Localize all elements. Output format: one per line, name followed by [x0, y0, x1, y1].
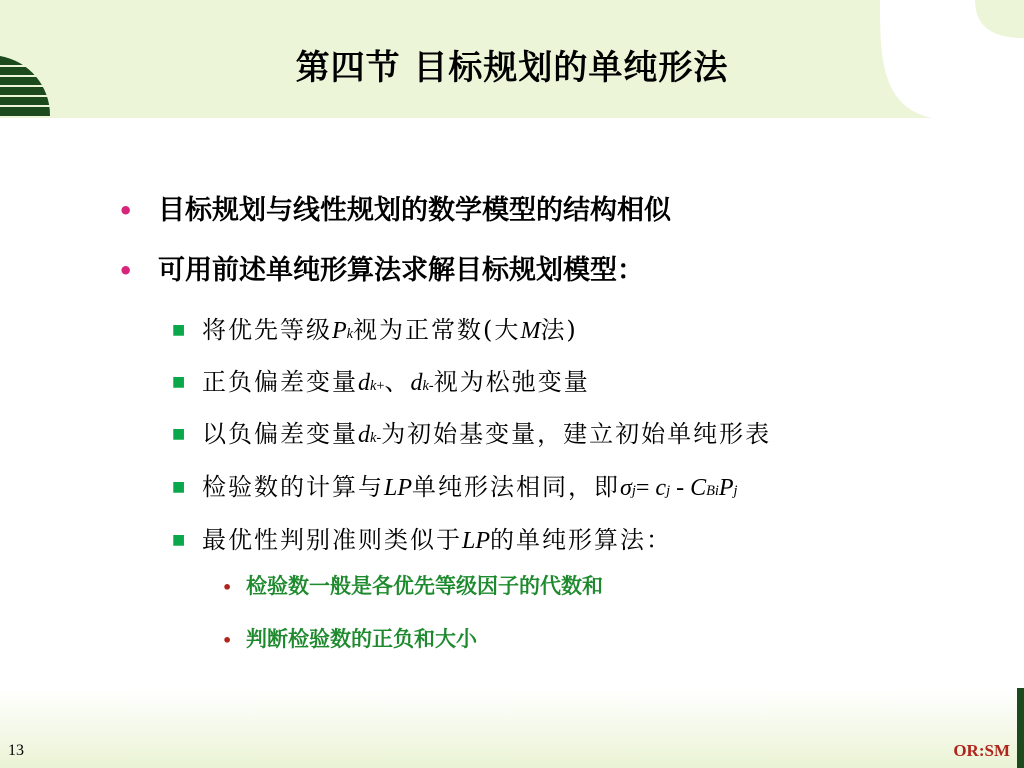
footer-band: [0, 690, 1024, 768]
sub-item: [172, 362, 590, 397]
item-text: 最优性判别准则类似于: [202, 526, 462, 554]
footer-brand: OR:SM: [953, 741, 1010, 760]
math-superscript: -: [376, 430, 382, 446]
math-symbol: P: [718, 475, 734, 501]
item-text: 为初始基变量，建立初始单纯形表: [381, 420, 772, 448]
math-symbol: d: [358, 422, 370, 448]
math-symbol: d: [410, 370, 423, 396]
square-bullet-icon: ■: [172, 374, 188, 390]
sub-item: [172, 414, 771, 449]
math-symbol: c: [655, 475, 667, 501]
square-bullet-icon: ■: [172, 532, 188, 548]
math-symbol: σ: [620, 475, 632, 501]
math-operator: -: [676, 475, 685, 501]
math-symbol: M: [520, 318, 541, 344]
square-bullet-icon: ■: [172, 322, 188, 338]
bullet-dot: •: [222, 631, 233, 650]
bullet-text: 目标规划与线性规划的数学模型的结构相似: [158, 195, 671, 226]
math-subscript: j: [733, 483, 738, 499]
item-text: 的单纯形算法：: [490, 526, 673, 554]
item-text: 将优先等级: [202, 316, 332, 344]
square-bullet-icon: ■: [172, 479, 188, 495]
math-symbol: C: [690, 475, 707, 501]
bullet-dot: •: [118, 197, 134, 225]
item-text: 、: [384, 368, 411, 396]
item-text: 视为松弛变量: [433, 368, 590, 396]
math-operator: =: [635, 475, 650, 501]
math-superscript: +: [376, 378, 385, 394]
sub-item: [172, 520, 672, 555]
math-subscript: j: [666, 483, 671, 499]
item-text: 单纯形法相同，即: [412, 473, 621, 501]
math-subscript: k: [370, 378, 377, 394]
math-symbol: P: [332, 318, 347, 344]
subsub-item: [222, 623, 477, 653]
bullet-item: [118, 188, 671, 227]
bullet-text: 可用前述单纯形算法求解目标规划模型：: [158, 255, 644, 286]
math-symbol: LP: [384, 475, 413, 501]
item-text: 以负偏差变量: [202, 420, 358, 448]
math-subscript: k: [346, 326, 354, 342]
sub-item: [172, 467, 738, 502]
bullet-dot: •: [118, 257, 134, 285]
math-symbol: LP: [462, 528, 491, 554]
subsub-item: [222, 570, 603, 600]
item-text: 检验数的计算与: [202, 473, 384, 501]
item-text: 正负偏差变量: [202, 368, 358, 396]
math-subscript: Bi: [706, 483, 719, 499]
subsub-text: 检验数一般是各优先等级因子的代数和: [246, 574, 603, 598]
math-subscript: k: [370, 430, 377, 446]
item-text: 法): [540, 316, 578, 344]
math-subscript: k: [422, 378, 429, 394]
subsub-text: 判断检验数的正负和大小: [246, 627, 477, 651]
item-text: 视为正常数(大: [353, 316, 521, 344]
bullet-item: [118, 248, 644, 287]
slide-title: 第四节 目标规划的单纯形法: [295, 48, 729, 88]
math-superscript: -: [428, 378, 434, 394]
square-bullet-icon: ■: [172, 426, 188, 442]
page-number: 13: [8, 742, 24, 759]
math-subscript: j: [631, 483, 636, 499]
footer-accent-bar: [1017, 688, 1024, 768]
math-symbol: d: [358, 370, 370, 396]
bullet-dot: •: [222, 578, 233, 597]
sub-item: [172, 310, 578, 345]
